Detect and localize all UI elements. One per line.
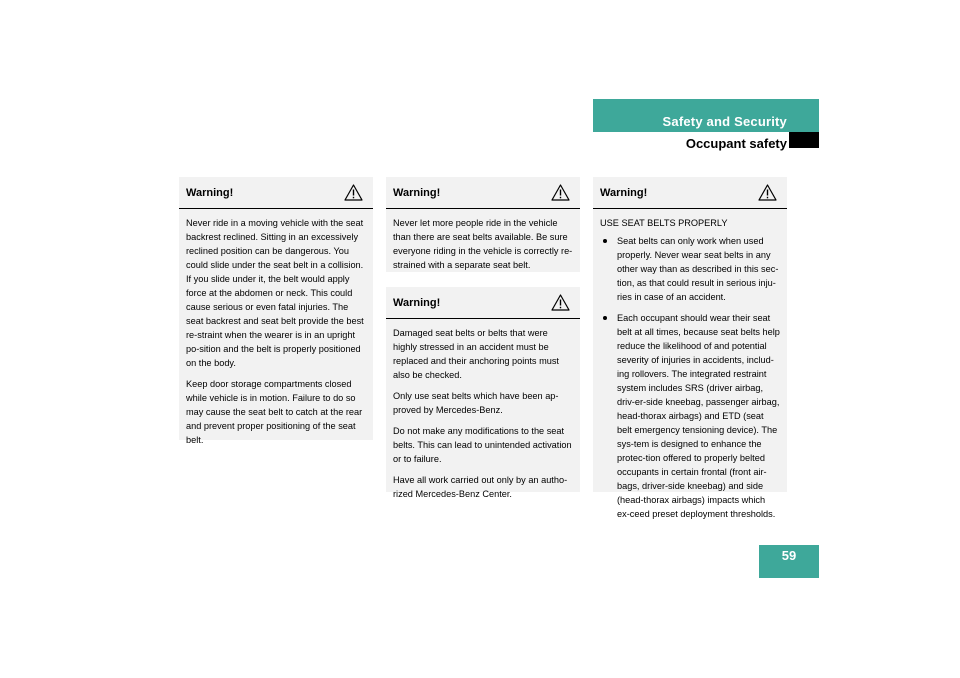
- warning-triangle-icon: [551, 184, 570, 201]
- warning-body: [179, 209, 373, 453]
- warning-body: [386, 319, 580, 507]
- header-marker: [789, 132, 819, 148]
- warning-paragraph: Do not make any modifications to the seat belts. This can lead to unintended activation or to failure.: [393, 426, 572, 464]
- warning-box-3: [386, 287, 580, 499]
- page-number: 59: [759, 545, 819, 578]
- warning-title-bar: [179, 177, 373, 209]
- page-header: [593, 99, 819, 149]
- warning-title-bar: [386, 287, 580, 319]
- warning-body: [593, 209, 787, 527]
- warning-title: Warning!: [393, 297, 441, 309]
- warning-paragraph: Have all work carried out only by an autho-rized Mercedes-Benz Center.: [393, 475, 568, 499]
- warning-body: [386, 209, 580, 278]
- warning-paragraph: Damaged seat belts or belts that were highly stressed in an accident must be replaced and their anchoring points must also be checked.: [393, 328, 559, 380]
- warning-paragraph: Keep door storage compartments closed while vehicle is in motion. Failure to do so may cause the seat belt to catch at the rear and prevent proper positioning of the seat belt.: [186, 379, 363, 445]
- subsection-title: Occupant safety: [685, 136, 787, 151]
- warning-paragraph: Only use seat belts which have been ap-proved by Mercedes-Benz.: [393, 391, 559, 415]
- warning-title-bar: [386, 177, 580, 209]
- warning-title: Warning!: [393, 187, 441, 199]
- warning-heading: USE SEAT BELTS PROPERLY: [600, 218, 728, 228]
- warning-triangle-icon: [551, 294, 570, 311]
- list-item: Seat belts can only work when used properly. Never wear seat belts in any other way than as described in this sec-tion, as that could result in serious inju-ries in case of an accident.: [600, 234, 780, 304]
- warning-box-1: [179, 177, 373, 445]
- warning-paragraph: Never ride in a moving vehicle with the seat backrest reclined. Sitting in an excessively reclined position can be dangerous. You could slide under the seat belt in a collision. If you slide under it, the belt would apply force at the abdomen or neck. This could cause serious or even fatal injuries. The seat backrest and seat belt provide the best re-straint when the wearer is in an upright po-sition and the belt is properly positioned on the body.: [186, 218, 364, 368]
- warning-triangle-icon: [344, 184, 363, 201]
- warning-title: Warning!: [186, 187, 234, 199]
- section-title: Safety and Security: [662, 114, 787, 129]
- warning-title: Warning!: [600, 187, 648, 199]
- warning-title-bar: [593, 177, 787, 209]
- warning-bullet-list: [600, 234, 780, 521]
- list-item: Each occupant should wear their seat belt at all times, because seat belts help reduce the likelihood of and potential severity of injuries in accidents, includ-ing rollovers. The integrated restraint system includes SRS (driver airbag, driv-er-side kneebag, passenger airbag, head-thorax airbags) and ETD (seat belt emergency tensioning device). The sys-tem is designed to enhance the protec-tion offered to properly belted occupants in certain frontal (front air-bags, driver-side kneebag) and side (head-thorax airbags) impacts which ex-ceed preset deployment thresholds.: [600, 311, 780, 521]
- warning-paragraph: Never let more people ride in the vehicle than there are seat belts available. Be sure everyone riding in the vehicle is correctly re-strained with a separate seat belt.: [393, 218, 573, 270]
- warning-triangle-icon: [758, 184, 777, 201]
- warning-box-4: [593, 177, 787, 519]
- warning-box-2: [386, 177, 580, 272]
